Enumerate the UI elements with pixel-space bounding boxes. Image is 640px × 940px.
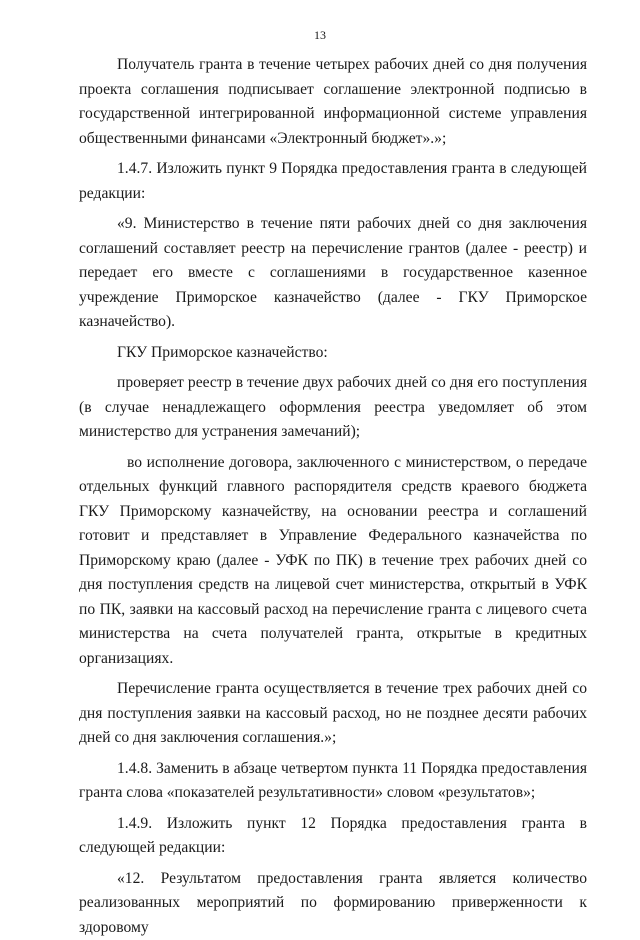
paragraph-1-4-8: 1.4.8. Заменить в абзаце четвертом пункта 11 Порядка предоставления гранта слова «показателей результативности» словом «результатов»; xyxy=(79,757,587,806)
document-body xyxy=(79,53,587,940)
page-number: 13 xyxy=(0,28,640,43)
paragraph-treasury-heading: ГКУ Приморское казначейство: xyxy=(79,341,587,366)
paragraph-clause-12: «12. Результатом предоставления гранта является количество реализованных мероприятий по формированию приверженности к здоровому xyxy=(79,867,587,940)
paragraph-clause-9: «9. Министерство в течение пяти рабочих дней со дня заключения соглашений составляет реестр на перечисление грантов (далее - реестр) и передает его вместе с соглашениями в государственное казенное учреждение Приморское казначейство (далее - ГКУ Приморское казначейство). xyxy=(79,212,587,335)
paragraph-1-4-7: 1.4.7. Изложить пункт 9 Порядка предоставления гранта в следующей редакции: xyxy=(79,157,587,206)
paragraph-grant-signing: Получатель гранта в течение четырех рабочих дней со дня получения проекта соглашения подписывает соглашение электронной подписью в государственной интегрированной информационной системе управления общественными финансами «Электронный бюджет».»; xyxy=(79,53,587,151)
paragraph-grant-transfer: Перечисление гранта осуществляется в течение трех рабочих дней со дня поступления заявки на кассовый расход, но не позднее десяти рабочих дней со дня заключения соглашения.»; xyxy=(79,677,587,751)
paragraph-registry-check: проверяет реестр в течение двух рабочих дней со дня его поступления (в случае ненадлежащего оформления реестра уведомляет об этом министерство для устранения замечаний); xyxy=(79,371,587,445)
paragraph-1-4-9: 1.4.9. Изложить пункт 12 Порядка предоставления гранта в следующей редакции: xyxy=(79,812,587,861)
paragraph-contract-execution: во исполнение договора, заключенного с министерством, о передаче отдельных функций главного распорядителя средств краевого бюджета ГКУ Приморскому казначейству, на основании реестра и соглашений готовит и представляет в Управление Федерального казначейства по Приморскому краю (далее - УФК по ПК) в течение трех рабочих дней со дня поступления средств на лицевой счет министерства, открытый в УФК по ПК, заявки на кассовый расход на перечисление гранта с лицевого счета министерства на счета получателей гранта, открытые в кредитных организациях. xyxy=(79,451,587,672)
